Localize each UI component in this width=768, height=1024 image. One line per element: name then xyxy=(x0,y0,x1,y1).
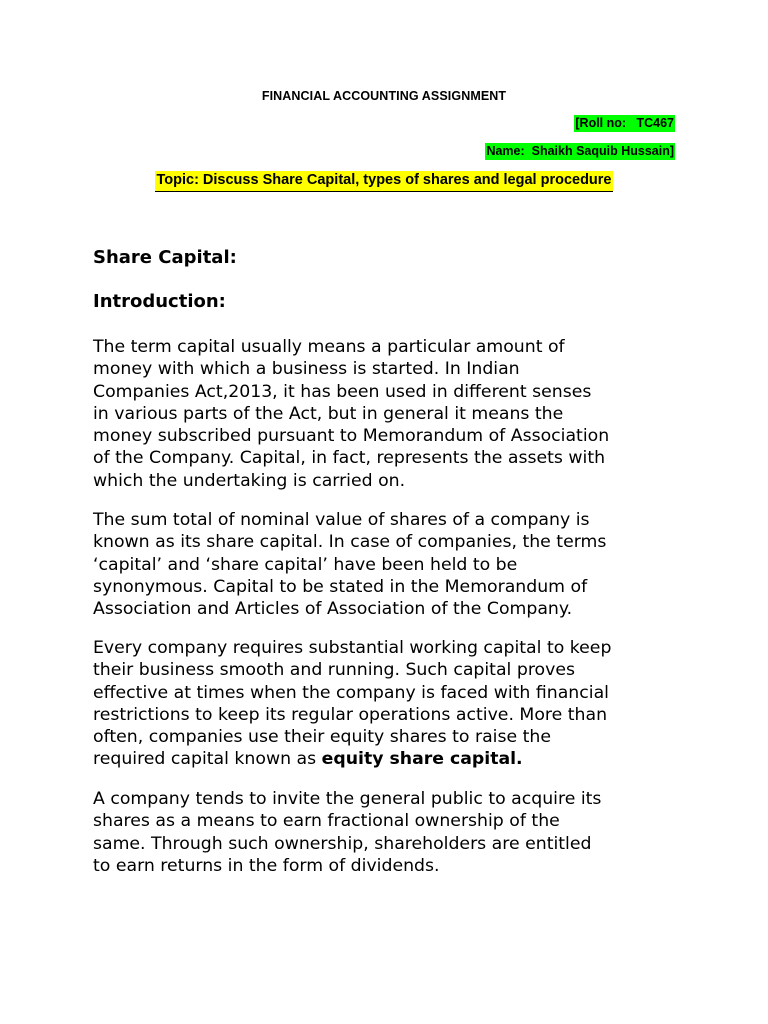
text-line: money subscribed pursuant to Memorandum of Association xyxy=(93,426,610,447)
paragraph-public-shares xyxy=(93,788,693,877)
text-line: Association and Articles of Association of the Company. xyxy=(93,599,573,620)
text-line: often, companies use their equity shares to raise the xyxy=(93,727,551,748)
paragraph-working-capital xyxy=(93,637,693,771)
text-line: restrictions to keep its regular operations active. More than xyxy=(93,704,608,725)
text-line: same. Through such ownership, shareholders are entitled xyxy=(93,833,592,854)
text-line: known as its share capital. In case of companies, the terms xyxy=(93,532,607,553)
text-line: Companies Act,2013, it has been used in different senses xyxy=(93,381,592,402)
text-line: their business smooth and running. Such capital proves xyxy=(93,660,575,681)
text-line: The term capital usually means a particular amount of xyxy=(93,337,565,357)
text-line: money with which a business is started. In Indian xyxy=(93,359,520,380)
paragraph-capital-definition xyxy=(93,336,693,492)
roll-number-label: [Roll no: TC467 xyxy=(575,116,674,130)
text-line: synonymous. Capital to be stated in the Memorandum of xyxy=(93,576,588,597)
text-line: which the undertaking is carried on. xyxy=(93,470,406,491)
topic-line xyxy=(0,172,768,188)
text-line: of the Company. Capital, in fact, represents the assets with xyxy=(93,448,606,469)
document-title: FINANCIAL ACCOUNTING ASSIGNMENT xyxy=(261,89,507,103)
text-line: Every company requires substantial working capital to keep xyxy=(93,638,612,658)
text-fragment: required capital known as xyxy=(93,749,322,770)
student-name-label: Name: Shaikh Saquib Hussain] xyxy=(486,144,674,158)
topic-text: Topic: Discuss Share Capital, types of shares and legal procedure xyxy=(155,171,612,192)
text-line: effective at times when the company is faced with financial xyxy=(93,682,609,703)
text-line: in various parts of the Act, but in general it means the xyxy=(93,403,564,424)
heading-introduction: Introduction: xyxy=(93,291,226,312)
text-line xyxy=(93,748,693,770)
bold-term-equity-share-capital: equity share capital. xyxy=(321,749,523,770)
heading-share-capital: Share Capital: xyxy=(93,247,237,268)
text-line: A company tends to invite the general public to acquire its xyxy=(93,789,602,809)
text-line: to earn returns in the form of dividends. xyxy=(93,855,440,876)
text-line: The sum total of nominal value of shares of a company is xyxy=(93,510,590,530)
text-line: shares as a means to earn fractional ownership of the xyxy=(93,811,560,832)
paragraph-share-capital-meaning xyxy=(93,509,693,620)
text-line: ‘capital’ and ‘share capital’ have been held to be xyxy=(93,554,518,575)
